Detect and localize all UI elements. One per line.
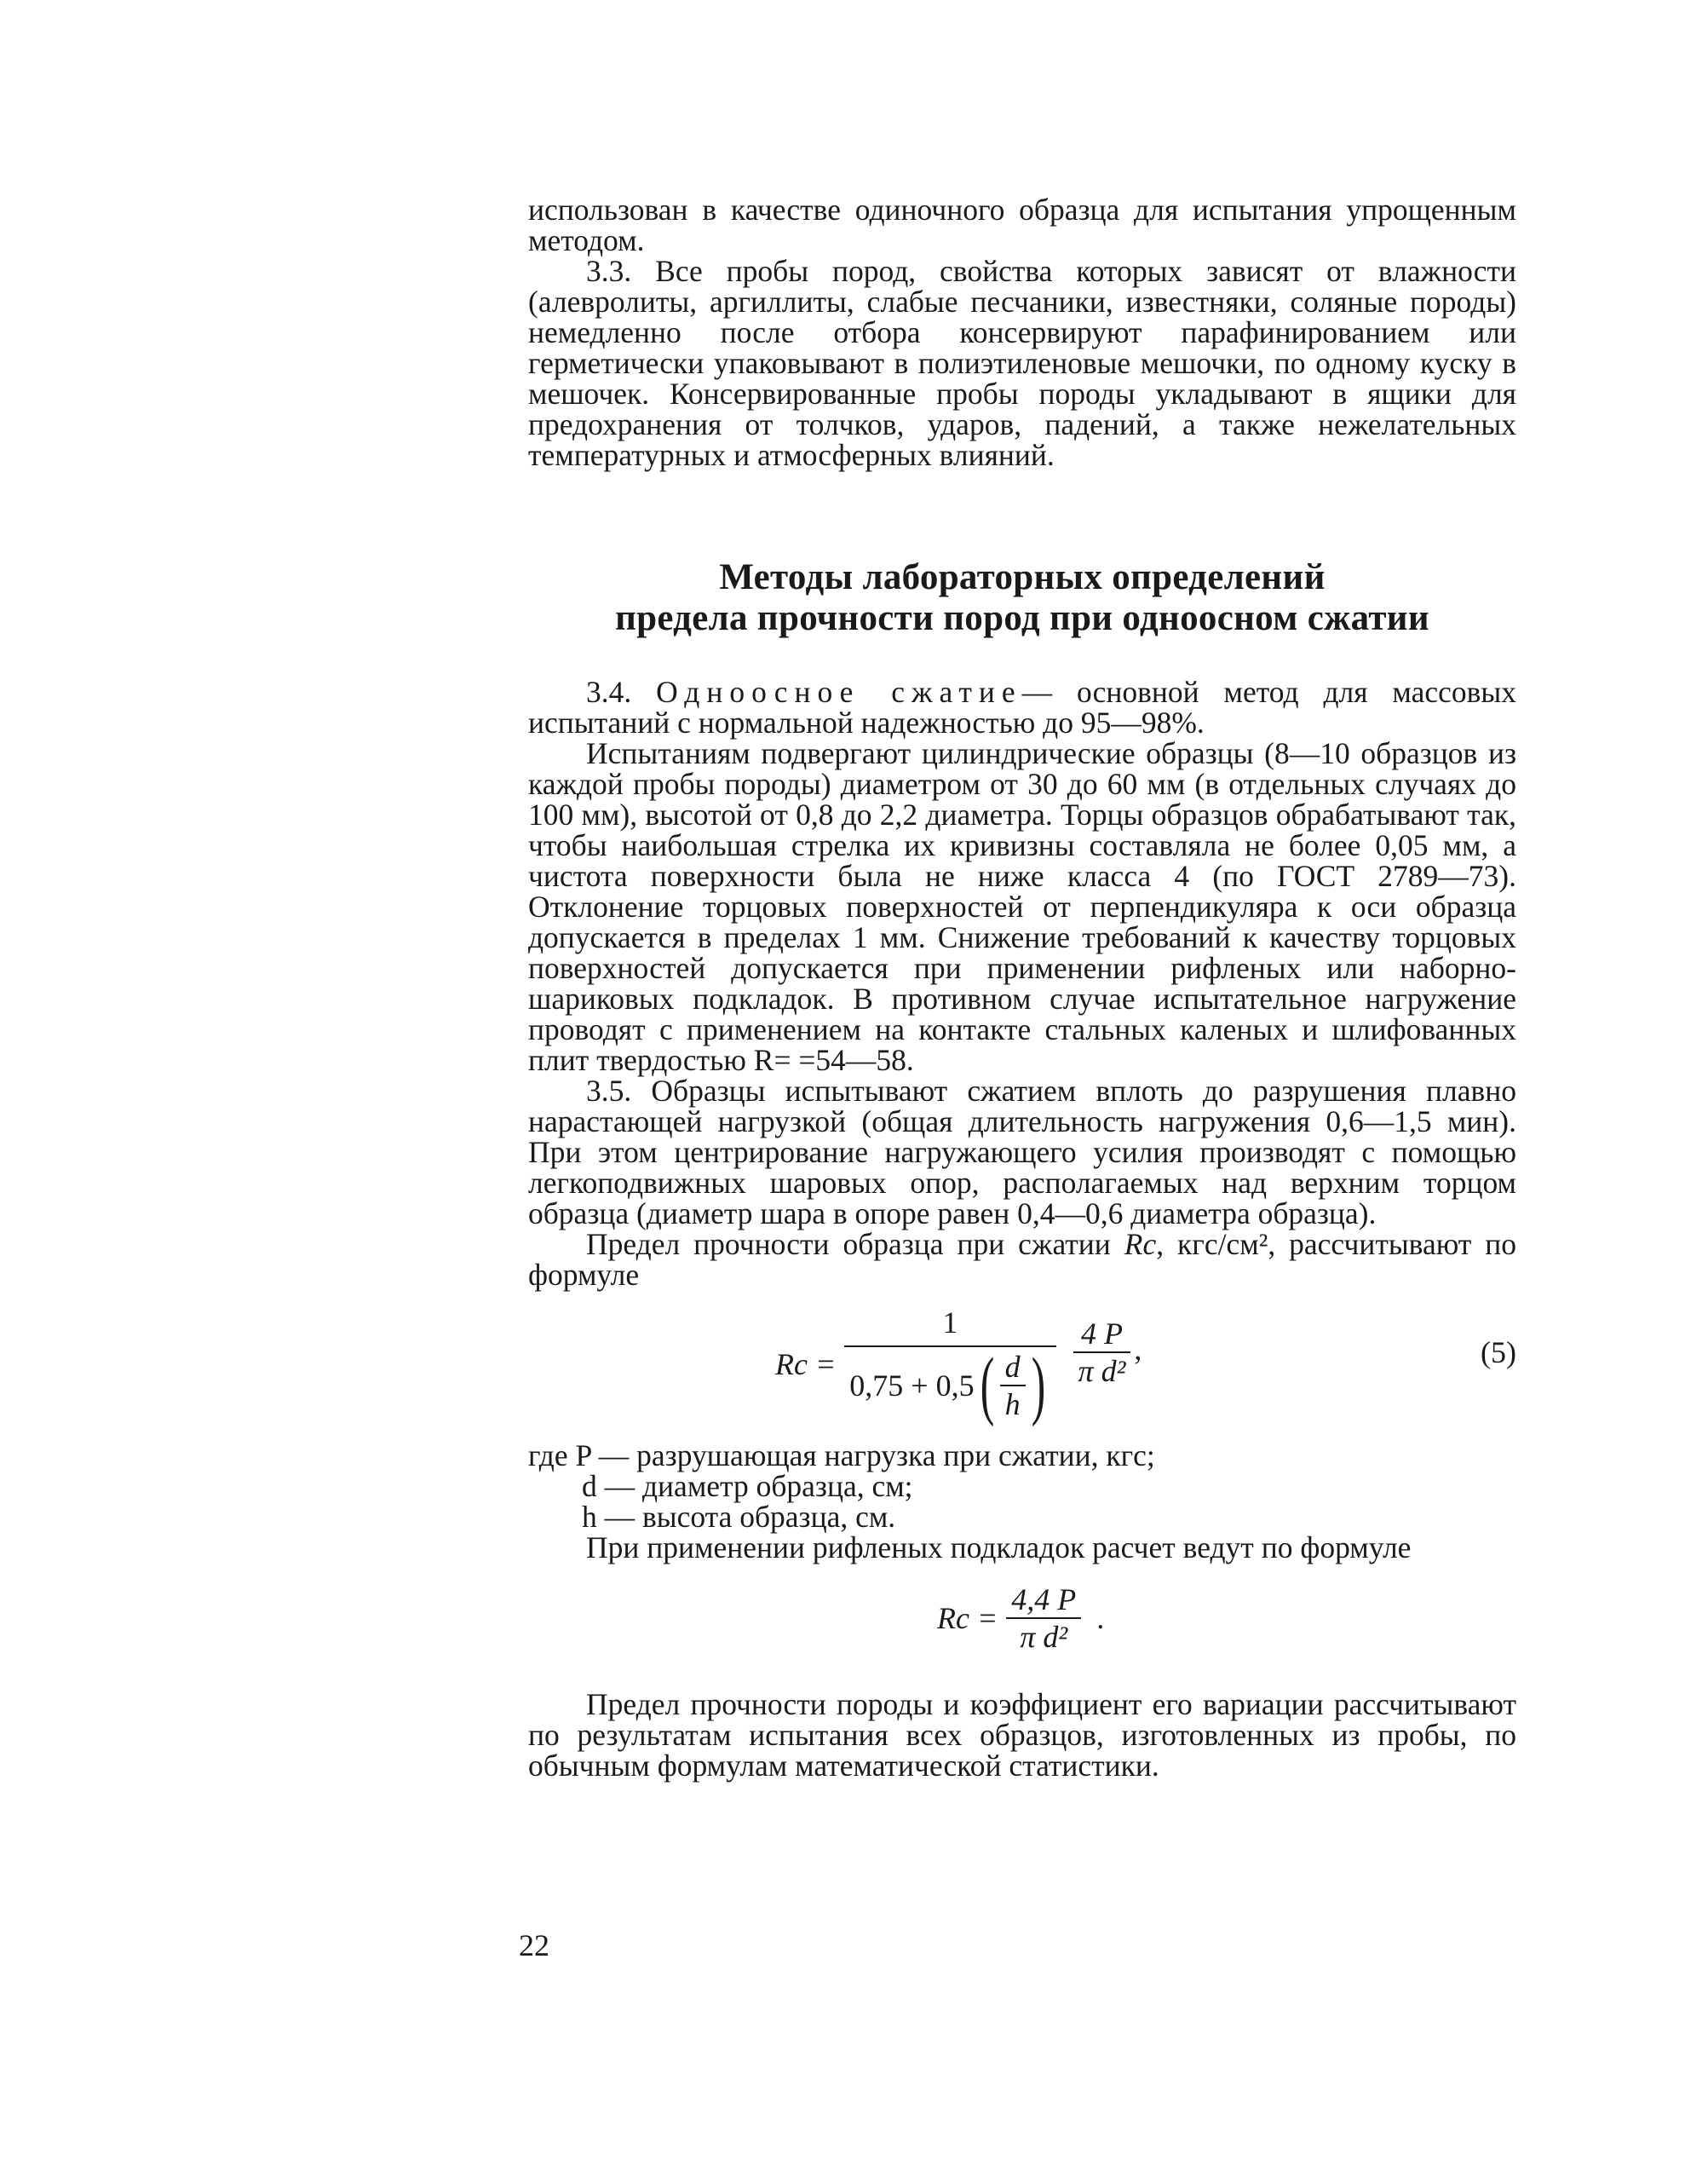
formula-legend	[528, 1440, 1516, 1532]
denominator-text: 0,75 + 0,5	[849, 1368, 975, 1403]
fraction-coefficient	[844, 1305, 1055, 1427]
formula-ribbed	[528, 1571, 1516, 1665]
formula-5	[528, 1300, 1516, 1428]
load-denominator: π d²	[1078, 1354, 1126, 1388]
paragraph-intro: использован в качестве одиночного образца для испытания упрощенным методом.	[528, 193, 1516, 257]
legend-h: h — высота образца, см.	[582, 1500, 896, 1534]
fraction-denominator: π d²	[1020, 1620, 1068, 1654]
formula-lhs: Rc =	[775, 1347, 837, 1381]
spacer	[528, 1665, 1516, 1689]
fraction-denominator	[844, 1343, 1055, 1427]
paragraph-ribbed: При применении рифленых подкладок расчет ведут по формуле	[586, 1530, 1412, 1564]
formula-comma: ,	[1134, 1332, 1142, 1366]
text: Предел прочности образца при сжатии	[586, 1227, 1124, 1261]
legend-p: где P — разрушающая нагрузка при сжатии, кгс;	[528, 1438, 1155, 1472]
paragraph-strength-limit	[528, 1229, 1516, 1290]
formula-lhs: Rc =	[937, 1601, 998, 1635]
text: , кгс/см², рассчитывают по формуле	[528, 1227, 1516, 1292]
inner-fraction	[1000, 1349, 1026, 1422]
equation-number: (5)	[1481, 1335, 1516, 1369]
inner-numerator: d	[1004, 1350, 1021, 1384]
fraction-numerator: 4,4 P	[1011, 1582, 1077, 1616]
section-heading-line2: предела прочности пород при одноосном сжатии	[615, 598, 1429, 638]
clause-number: 3.4.	[586, 675, 657, 709]
section-heading-line1: Методы лабораторных определений	[719, 557, 1326, 597]
page-content	[528, 194, 1516, 1781]
paragraph-samples: Испытаниям подвергают цилиндрические образцы (8—10 образцов из каждой пробы породы) диаметром от 30 до 60 мм (в отдельных случаях до 100 мм), высотой от 0,8 до 2,2 диаметра. Торцы образцов обрабатывают так, чтобы наибольшая стрелка их кривизны составляла не более 0,05 мм, а чистота поверхности была не ниже класса 4 (по ГОСТ 2789—73). Отклонение торцовых поверхностей от перпендикуляра к оси образца допускается в пределах 1 мм. Снижение требований к качеству торцовых поверхностей допускается при применении рифленых или наборно-шариковых подкладок. В противном случае испытательное нагружение проводят с применением на контакте стальных каленых и шлифованных плит твердостью R= =54—58.	[528, 736, 1516, 1077]
spacer	[528, 470, 1516, 557]
spacer	[528, 639, 1516, 677]
symbol-rc: Rc	[1124, 1227, 1157, 1261]
fraction-numerator: 1	[942, 1305, 958, 1339]
formula-period: .	[1096, 1601, 1105, 1635]
fraction-load	[1073, 1316, 1131, 1389]
paren-open: (	[980, 1343, 994, 1427]
paragraph-3-5: 3.5. Образцы испытывают сжатием вплоть до разрушения плавно нарастающей нагрузкой (общая длительность нагружения 0,6—1,5 мин). При этом центрирование нагружающего усилия производят с помощью легкоподвижных шаровых опор, располагаемых над верхним торцом образца (диаметр шара в опоре равен 0,4—0,6 диаметра образца).	[528, 1074, 1516, 1230]
page-number: 22	[519, 1928, 549, 1962]
inner-denominator: h	[1004, 1387, 1021, 1421]
paren-close: )	[1031, 1343, 1045, 1427]
clause-text: — основной метод для массовых испытаний с нормальной надежностью до 95—98%.	[528, 675, 1517, 740]
clause-term: Одноосное сжатие	[656, 675, 1022, 709]
paragraph-3-4	[528, 677, 1516, 738]
legend-d: d — диаметр образца, см;	[582, 1469, 913, 1503]
fraction	[1006, 1581, 1081, 1655]
load-numerator: 4 P	[1080, 1316, 1123, 1351]
paragraph-final: Предел прочности породы и коэффициент его вариации рассчитывают по результатам испытания всех образцов, изготовленных из пробы, по обычным формулам математической статистики.	[528, 1687, 1516, 1783]
paragraph-3-3: 3.3. Все пробы пород, свойства которых зависят от влажности (алевролиты, аргиллиты, слабые песчаники, известняки, соляные породы) немедленно после отбора консервируют парафинированием или герметически упаковывают в полиэтиленовые мешочки, по одному куску в мешочек. Консервированные пробы породы укладывают в ящики для предохранения от толчков, ударов, падений, а также нежелательных температурных и атмосферных влияний.	[528, 254, 1516, 472]
